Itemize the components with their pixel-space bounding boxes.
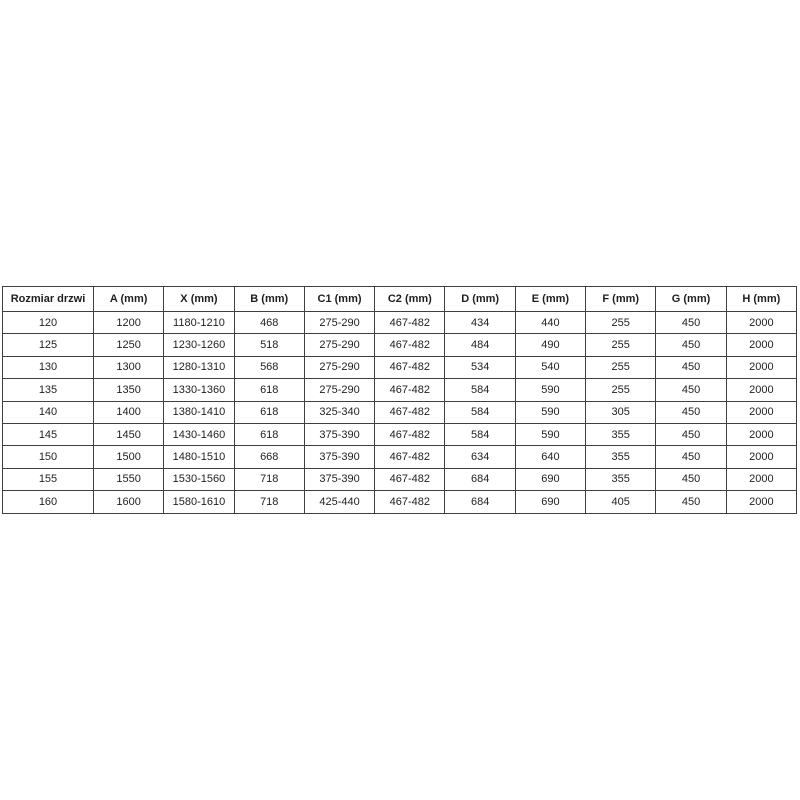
table-cell: 450 [656, 401, 726, 423]
table-cell: 2000 [726, 423, 796, 445]
table-cell: 590 [515, 379, 585, 401]
column-header-1: A (mm) [94, 287, 164, 312]
table-cell: 668 [234, 446, 304, 468]
table-cell: 1400 [94, 401, 164, 423]
table-cell: 1300 [94, 356, 164, 378]
table-cell: 450 [656, 446, 726, 468]
table-cell: 275-290 [304, 334, 374, 356]
table-cell: 125 [3, 334, 94, 356]
table-cell: 1280-1310 [164, 356, 234, 378]
table-header-row [3, 287, 797, 312]
table-cell: 618 [234, 401, 304, 423]
table-cell: 450 [656, 379, 726, 401]
table-cell: 120 [3, 312, 94, 334]
table-cell: 255 [586, 312, 656, 334]
column-header-3: B (mm) [234, 287, 304, 312]
table-cell: 590 [515, 423, 585, 445]
table-cell: 440 [515, 312, 585, 334]
table-cell: 255 [586, 379, 656, 401]
table-cell: 2000 [726, 468, 796, 490]
table-cell: 2000 [726, 312, 796, 334]
table-cell: 467-482 [375, 379, 445, 401]
table-cell: 2000 [726, 356, 796, 378]
table-cell: 618 [234, 379, 304, 401]
table-cell: 450 [656, 312, 726, 334]
table-cell: 450 [656, 468, 726, 490]
table-cell: 2000 [726, 401, 796, 423]
table-cell: 135 [3, 379, 94, 401]
table-cell: 1430-1460 [164, 423, 234, 445]
table-cell: 375-390 [304, 423, 374, 445]
table-cell: 590 [515, 401, 585, 423]
table-cell: 1330-1360 [164, 379, 234, 401]
table-cell: 434 [445, 312, 515, 334]
table-cell: 1350 [94, 379, 164, 401]
table-cell: 355 [586, 468, 656, 490]
table-cell: 160 [3, 491, 94, 513]
table-row [3, 356, 797, 378]
table-cell: 640 [515, 446, 585, 468]
table-cell: 468 [234, 312, 304, 334]
table-cell: 584 [445, 401, 515, 423]
table-cell: 584 [445, 423, 515, 445]
table-cell: 718 [234, 468, 304, 490]
column-header-5: C2 (mm) [375, 287, 445, 312]
table-cell: 1180-1210 [164, 312, 234, 334]
table-cell: 255 [586, 334, 656, 356]
column-header-9: G (mm) [656, 287, 726, 312]
table-cell: 450 [656, 334, 726, 356]
table-cell: 690 [515, 468, 585, 490]
table-body [3, 312, 797, 514]
table-row [3, 423, 797, 445]
table-row [3, 334, 797, 356]
table-cell: 375-390 [304, 446, 374, 468]
table-cell: 275-290 [304, 312, 374, 334]
table-cell: 405 [586, 491, 656, 513]
table-cell: 1380-1410 [164, 401, 234, 423]
table-cell: 534 [445, 356, 515, 378]
table-cell: 467-482 [375, 491, 445, 513]
table-cell: 130 [3, 356, 94, 378]
table-cell: 305 [586, 401, 656, 423]
table-cell: 2000 [726, 491, 796, 513]
table-cell: 467-482 [375, 312, 445, 334]
table-cell: 684 [445, 468, 515, 490]
table-cell: 155 [3, 468, 94, 490]
table-row [3, 379, 797, 401]
table-row [3, 491, 797, 513]
table-cell: 1450 [94, 423, 164, 445]
table-cell: 1250 [94, 334, 164, 356]
table-cell: 690 [515, 491, 585, 513]
table-cell: 467-482 [375, 334, 445, 356]
table-cell: 355 [586, 446, 656, 468]
table-cell: 540 [515, 356, 585, 378]
table-cell: 467-482 [375, 401, 445, 423]
table-cell: 255 [586, 356, 656, 378]
table-cell: 375-390 [304, 468, 374, 490]
table-cell: 450 [656, 356, 726, 378]
table-row [3, 468, 797, 490]
table-cell: 425-440 [304, 491, 374, 513]
table-cell: 2000 [726, 379, 796, 401]
table-cell: 1600 [94, 491, 164, 513]
table-cell: 325-340 [304, 401, 374, 423]
column-header-6: D (mm) [445, 287, 515, 312]
table-cell: 518 [234, 334, 304, 356]
table-cell: 150 [3, 446, 94, 468]
table-cell: 355 [586, 423, 656, 445]
table-cell: 684 [445, 491, 515, 513]
column-header-0: Rozmiar drzwi [3, 287, 94, 312]
table-cell: 1550 [94, 468, 164, 490]
table-cell: 140 [3, 401, 94, 423]
column-header-2: X (mm) [164, 287, 234, 312]
table-cell: 484 [445, 334, 515, 356]
column-header-7: E (mm) [515, 287, 585, 312]
table-head [3, 287, 797, 312]
column-header-8: F (mm) [586, 287, 656, 312]
table-cell: 2000 [726, 446, 796, 468]
table-cell: 467-482 [375, 468, 445, 490]
table-row [3, 312, 797, 334]
table-cell: 718 [234, 491, 304, 513]
table-cell: 275-290 [304, 356, 374, 378]
column-header-10: H (mm) [726, 287, 796, 312]
table-cell: 450 [656, 423, 726, 445]
table-cell: 450 [656, 491, 726, 513]
table-cell: 1530-1560 [164, 468, 234, 490]
table-cell: 1200 [94, 312, 164, 334]
table-cell: 467-482 [375, 423, 445, 445]
table-cell: 2000 [726, 334, 796, 356]
column-header-4: C1 (mm) [304, 287, 374, 312]
table-cell: 1580-1610 [164, 491, 234, 513]
table-cell: 634 [445, 446, 515, 468]
door-dimensions-table-container [2, 286, 797, 513]
table-cell: 145 [3, 423, 94, 445]
table-cell: 568 [234, 356, 304, 378]
table-cell: 1500 [94, 446, 164, 468]
table-row [3, 446, 797, 468]
door-dimensions-table [2, 286, 797, 514]
table-cell: 584 [445, 379, 515, 401]
table-cell: 1230-1260 [164, 334, 234, 356]
table-cell: 467-482 [375, 356, 445, 378]
table-cell: 1480-1510 [164, 446, 234, 468]
table-cell: 490 [515, 334, 585, 356]
table-cell: 618 [234, 423, 304, 445]
table-cell: 275-290 [304, 379, 374, 401]
table-row [3, 401, 797, 423]
table-cell: 467-482 [375, 446, 445, 468]
